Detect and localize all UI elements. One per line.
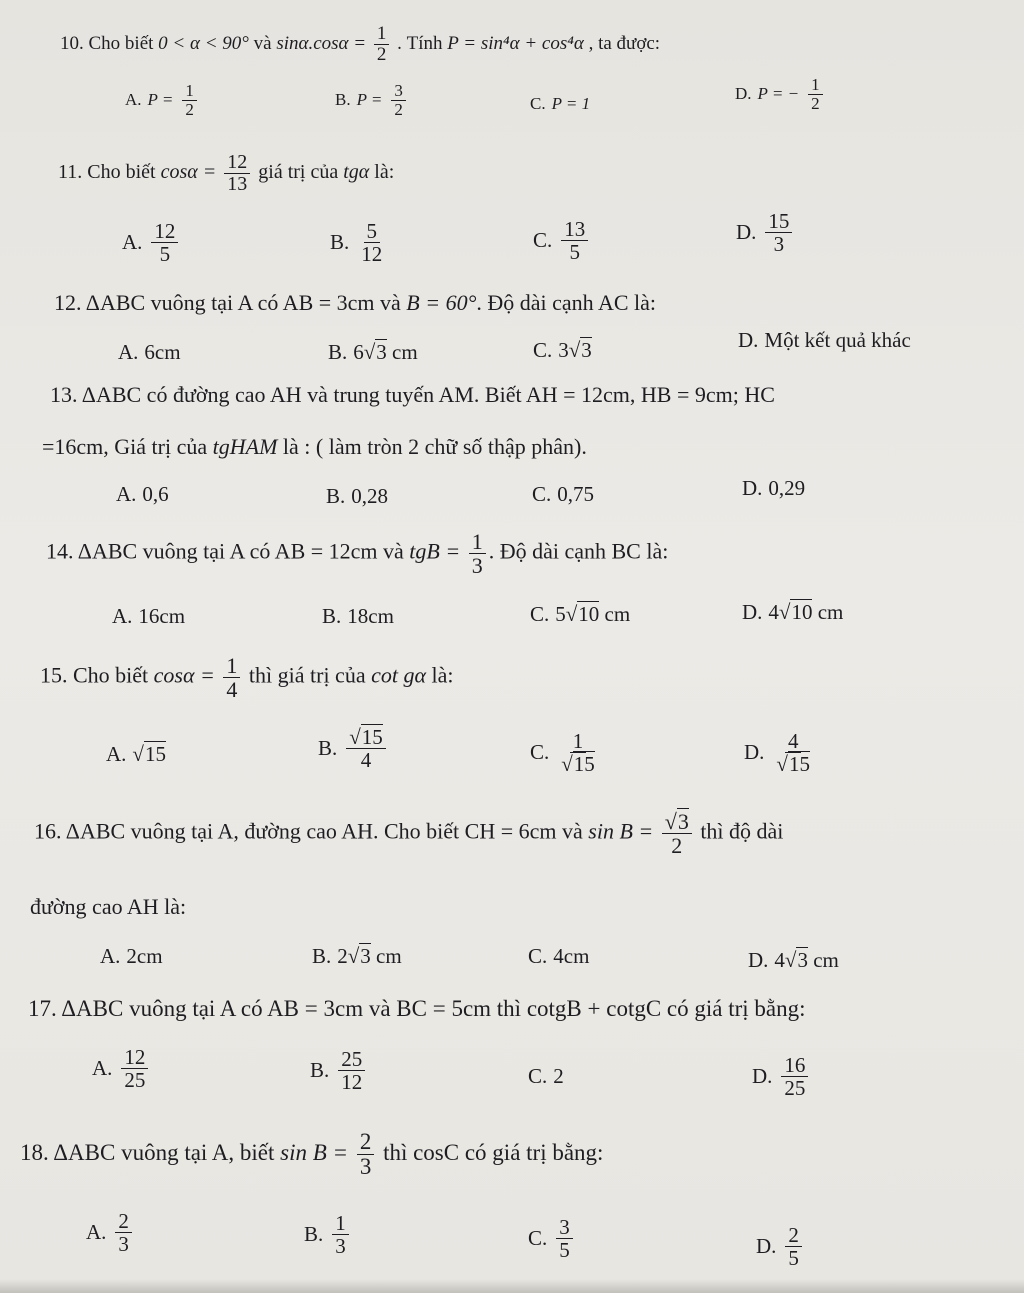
option-c[interactable]: C. 4cm bbox=[528, 944, 590, 968]
option-d[interactable]: D. Một kết quả khác bbox=[738, 328, 911, 352]
option-c[interactable]: C. $\frac{3}{5}$ bbox=[528, 1216, 576, 1261]
option-a[interactable]: A. √15 bbox=[106, 742, 166, 766]
option-d[interactable]: D. P = − $\frac{1}{2}$ bbox=[735, 76, 826, 113]
option-b[interactable]: B. $\frac{25}{12}$ bbox=[310, 1048, 368, 1093]
question-10 bbox=[60, 24, 660, 65]
question-text: , ta được: bbox=[588, 32, 661, 54]
option-a[interactable]: A. 16cm bbox=[112, 604, 186, 628]
question-14: 14. ΔABC vuông tại A có AB = 12cm và tgB = $\frac{1}{3}$ . Độ dài cạnh BC là: bbox=[46, 529, 669, 579]
math-expr: P = sin⁴α + cos⁴α bbox=[447, 32, 584, 54]
option-c[interactable]: C. 0,75 bbox=[532, 482, 595, 506]
option-c[interactable]: C. P = 1 bbox=[530, 94, 591, 113]
option-d[interactable]: D. $\frac{16}{25}$ bbox=[752, 1054, 811, 1099]
question-11: 11. Cho biết cosα = $\frac{12}{13}$ giá trị của tgα là: bbox=[58, 151, 395, 195]
option-d[interactable]: D. 4√10 cm bbox=[742, 600, 844, 624]
option-c[interactable]: C. 3√3 bbox=[533, 338, 592, 362]
math-expr: sinα.cosα = bbox=[276, 32, 367, 54]
option-c[interactable]: C. 5√10 cm bbox=[530, 602, 631, 626]
option-a[interactable]: A. $\frac{12}{25}$ bbox=[92, 1046, 151, 1091]
option-c[interactable]: C. $\frac{13}{5}$ bbox=[533, 218, 591, 263]
option-a[interactable]: A. 2cm bbox=[100, 944, 163, 968]
option-a[interactable]: A. $\frac{12}{5}$ bbox=[122, 220, 181, 265]
option-d[interactable]: D. $\frac{15}{3}$ bbox=[736, 210, 795, 255]
option-a[interactable]: A. P = $\frac{1}{2}$ bbox=[125, 82, 200, 119]
question-number: 10. bbox=[60, 32, 84, 54]
option-b[interactable]: B. $\frac{5}{12}$ bbox=[330, 219, 383, 267]
option-c[interactable]: C. 2 bbox=[528, 1064, 564, 1088]
option-d[interactable]: D. 4√3 cm bbox=[748, 948, 839, 972]
option-a[interactable]: A. 0,6 bbox=[116, 482, 169, 506]
option-d[interactable]: D. 0,29 bbox=[742, 476, 806, 500]
question-12: 12. ΔABC vuông tại A có AB = 3cm và B = 60°. Độ dài cạnh AC là: bbox=[54, 290, 657, 315]
option-b[interactable]: B. 6√3 cm bbox=[328, 340, 418, 364]
question-text: . Tính bbox=[397, 32, 443, 54]
fraction: $\frac{1}{2}$ bbox=[374, 24, 390, 65]
option-d[interactable]: D. $\frac{2}{5}$ bbox=[756, 1224, 805, 1269]
option-b[interactable]: B. $\frac{1}{3}$ bbox=[304, 1212, 352, 1257]
math-expr: 0 < α < 90° bbox=[158, 32, 249, 54]
option-d[interactable]: D. $\frac{4}{√15}$ bbox=[744, 729, 810, 777]
option-b[interactable]: B. 2√3 cm bbox=[312, 944, 402, 968]
question-13-line-2: =16cm, Giá trị của tgHAM là : ( làm tròn 2 chữ số thập phân). bbox=[42, 434, 587, 459]
question-17: 17. ΔABC vuông tại A có AB = 3cm và BC = 5cm thì cotgB + cotgC có giá trị bằng: bbox=[28, 996, 806, 1021]
option-b[interactable]: B. P = $\frac{3}{2}$ bbox=[335, 82, 409, 119]
option-a[interactable]: A. 6cm bbox=[118, 340, 181, 364]
page-edge-shadow bbox=[0, 1279, 1024, 1293]
question-text: và bbox=[253, 32, 272, 54]
question-15: 15. Cho biết cosα = $\frac{1}{4}$ thì giá trị của cot gα là: bbox=[40, 653, 454, 703]
option-a[interactable]: A. $\frac{2}{3}$ bbox=[86, 1210, 135, 1255]
question-text: Cho biết bbox=[88, 32, 154, 54]
option-c[interactable]: C. $\frac{1}{√15}$ bbox=[530, 729, 595, 777]
question-13: 13. ΔABC có đường cao AH và trung tuyến AM. Biết AH = 12cm, HB = 9cm; HC bbox=[50, 382, 775, 407]
question-16-line-2: đường cao AH là: bbox=[30, 894, 187, 919]
option-b[interactable]: B. 18cm bbox=[322, 604, 394, 628]
option-b[interactable]: B. $\frac{√15}{4}$ bbox=[318, 726, 389, 771]
question-16: 16. ΔABC vuông tại A, đường cao AH. Cho biết CH = 6cm và sin B = $\frac{√3}{2}$ thì độ dài bbox=[34, 809, 784, 859]
option-b[interactable]: B. 0,28 bbox=[326, 484, 389, 508]
question-18: 18. ΔABC vuông tại A, biết sin B = $\frac{2}{3}$ thì cosC có giá trị bằng: bbox=[20, 1129, 604, 1180]
